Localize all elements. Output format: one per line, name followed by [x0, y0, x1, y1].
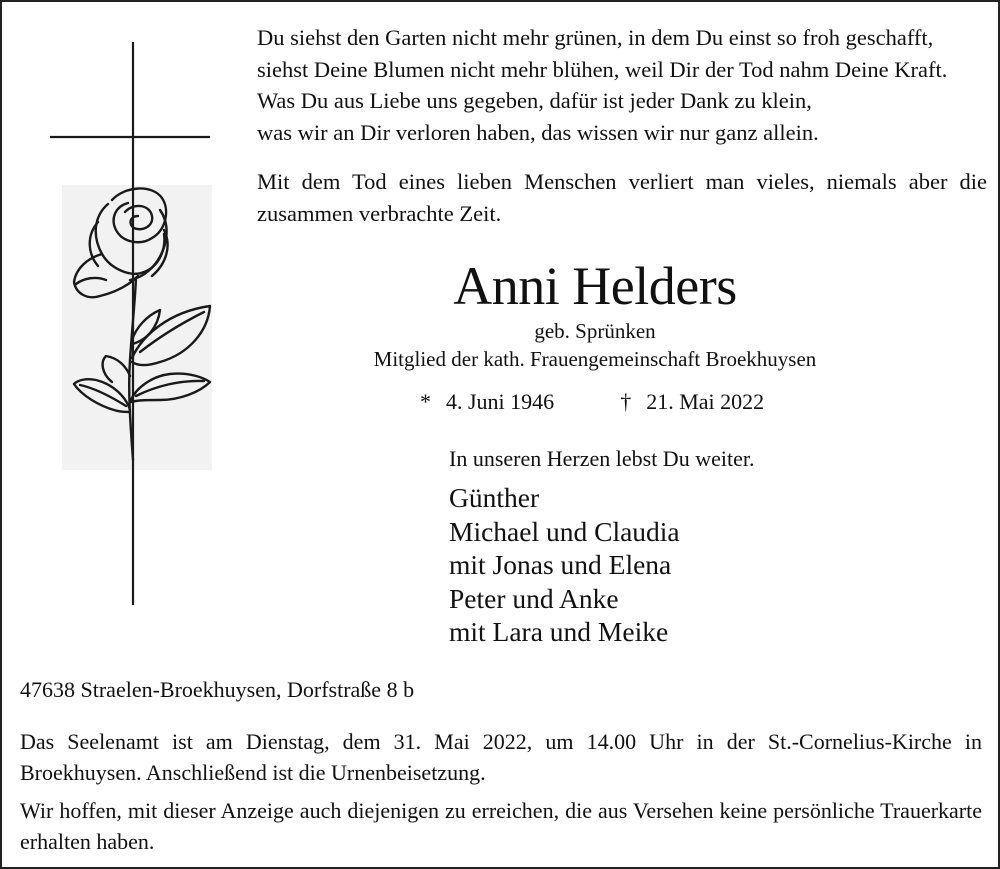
- poem-line: was wir an Dir verloren haben, das wissen wir nur ganz allein.: [257, 119, 819, 145]
- mourner-entry: Günther: [449, 482, 540, 513]
- mourner-entry: Michael und Claudia: [449, 515, 680, 547]
- poem: [257, 22, 987, 148]
- remembrance-line: In unseren Herzen lebst Du weiter.: [449, 446, 755, 471]
- birth-date: 4. Juni 1946: [446, 389, 555, 414]
- mourners-list: [449, 481, 680, 649]
- service-details: Das Seelenamt ist am Dienstag, dem 31. Mai 2022, um 14.00 Uhr in der St.-Cornelius-Kirche in Broekhuysen. Anschließend ist die Urnenbeisetzung.: [20, 729, 982, 785]
- birth-name: geb. Sprünken: [534, 319, 656, 343]
- poem-line: Was Du aus Liebe uns gegeben, dafür ist jeder Dank zu klein,: [257, 88, 812, 113]
- family-address: 47638 Straelen-Broekhuysen, Dorfstraße 8 b: [20, 677, 415, 702]
- notice-text: Wir hoffen, mit dieser Anzeige auch diejenigen zu erreichen, die aus Versehen keine persönliche Trauerkarte erhalten haben.: [20, 798, 982, 854]
- mourner-entry: mit Jonas und Elena: [449, 549, 672, 580]
- deceased-name: Anni Helders: [453, 256, 737, 316]
- mourner-entry: mit Lara und Meike: [449, 616, 669, 647]
- poem-line: siehst Deine Blumen nicht mehr blühen, weil Dir der Tod nahm Deine Kraft.: [257, 56, 948, 82]
- death-date: 21. Mai 2022: [646, 389, 765, 414]
- death-cross-icon: †: [620, 389, 632, 414]
- birth-star-icon: *: [420, 389, 431, 414]
- poem-line: Du siehst den Garten nicht mehr grünen, in dem Du einst so froh geschafft,: [257, 25, 934, 50]
- cross-rose-illustration: [40, 40, 230, 610]
- memorial-quote: Mit dem Tod eines lieben Menschen verliert man vieles, niemals aber die zusammen verbrachte Zeit.: [257, 169, 987, 226]
- life-dates: [420, 387, 764, 417]
- membership-line: Mitglied der kath. Frauengemeinschaft Broekhuysen: [373, 347, 817, 371]
- mourner-entry: Peter und Anke: [449, 582, 619, 614]
